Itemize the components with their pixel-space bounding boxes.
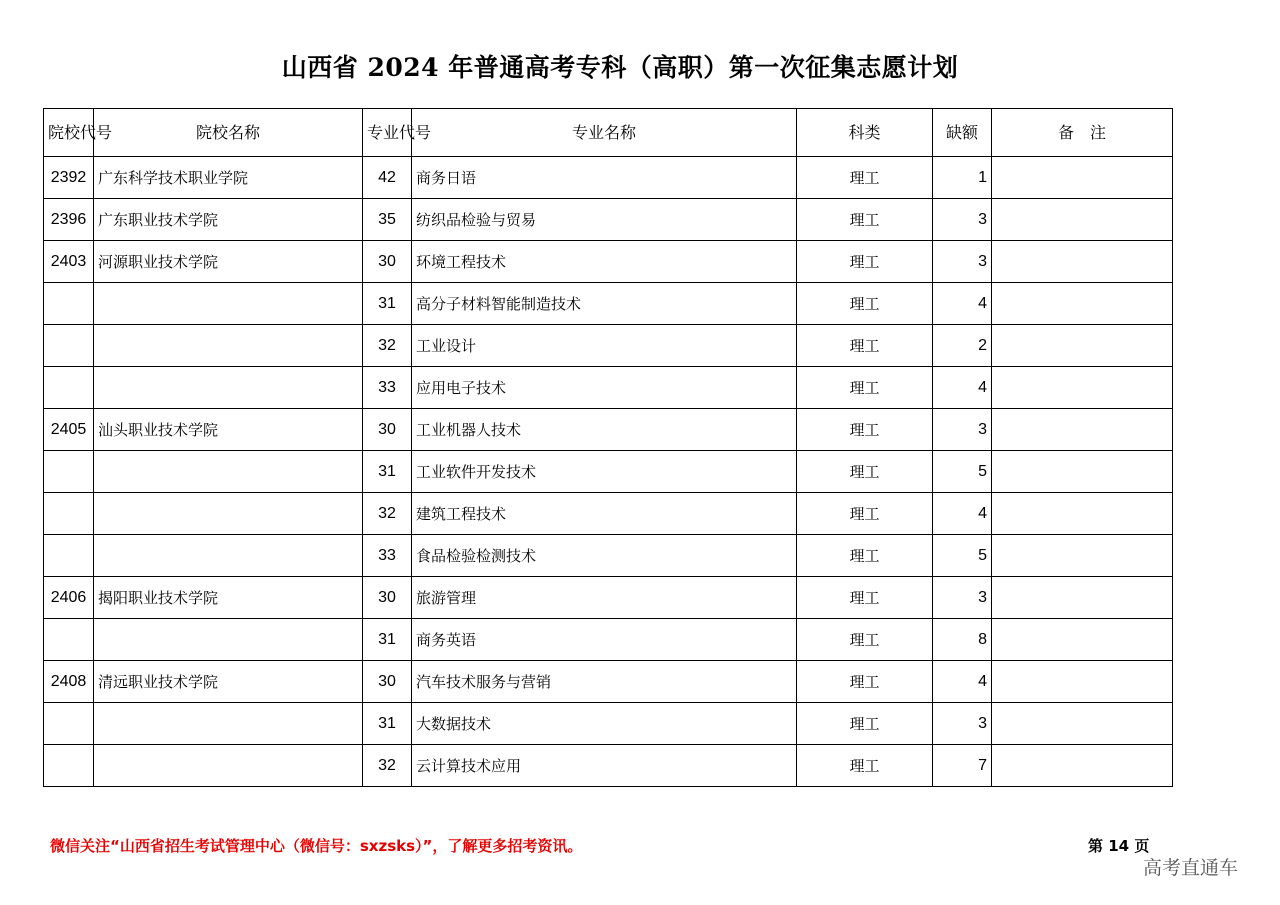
table-row: [44, 619, 1173, 661]
cell-remarks: [992, 199, 1173, 241]
cell-school-code: 2408: [44, 661, 94, 703]
cell-major-code: 32: [363, 493, 412, 535]
cell-remarks: [992, 745, 1173, 787]
cell-major-name: 建筑工程技术: [412, 493, 797, 535]
cell-vacancy: 3: [933, 703, 992, 745]
cell-remarks: [992, 409, 1173, 451]
cell-major-name: 高分子材料智能制造技术: [412, 283, 797, 325]
header-school-name: 院校名称: [94, 109, 363, 157]
cell-category: 理工: [797, 241, 933, 283]
cell-category: 理工: [797, 493, 933, 535]
table-row: [44, 157, 1173, 199]
cell-vacancy: 3: [933, 199, 992, 241]
table-row: [44, 325, 1173, 367]
cell-school-name: [94, 367, 363, 409]
cell-vacancy: 4: [933, 661, 992, 703]
cell-school-code: [44, 451, 94, 493]
cell-major-code: 30: [363, 409, 412, 451]
table-header-row: [44, 109, 1173, 157]
cell-remarks: [992, 535, 1173, 577]
cell-major-name: 大数据技术: [412, 703, 797, 745]
table-row: [44, 661, 1173, 703]
cell-school-code: 2406: [44, 577, 94, 619]
cell-major-name: 商务日语: [412, 157, 797, 199]
cell-major-name: 食品检验检测技术: [412, 535, 797, 577]
header-remarks: 备 注: [992, 109, 1173, 157]
cell-school-name: [94, 619, 363, 661]
table-row: [44, 199, 1173, 241]
cell-major-name: 应用电子技术: [412, 367, 797, 409]
cell-school-name: [94, 493, 363, 535]
cell-major-name: 工业机器人技术: [412, 409, 797, 451]
wechat-note: 微信关注“山西省招生考试管理中心（微信号：sxzsks）”，了解更多招考资讯。: [50, 837, 583, 855]
cell-major-name: 工业设计: [412, 325, 797, 367]
header-major-name: 专业名称: [412, 109, 797, 157]
cell-school-code: [44, 619, 94, 661]
cell-school-code: [44, 493, 94, 535]
cell-major-code: 35: [363, 199, 412, 241]
cell-school-code: [44, 703, 94, 745]
cell-category: 理工: [797, 409, 933, 451]
header-category: 科类: [797, 109, 933, 157]
cell-school-name: 揭阳职业技术学院: [94, 577, 363, 619]
cell-remarks: [992, 493, 1173, 535]
cell-remarks: [992, 661, 1173, 703]
cell-vacancy: 3: [933, 409, 992, 451]
cell-major-name: 旅游管理: [412, 577, 797, 619]
cell-remarks: [992, 577, 1173, 619]
cell-remarks: [992, 703, 1173, 745]
cell-major-name: 商务英语: [412, 619, 797, 661]
cell-major-name: 环境工程技术: [412, 241, 797, 283]
cell-vacancy: 2: [933, 325, 992, 367]
cell-vacancy: 8: [933, 619, 992, 661]
table-row: [44, 493, 1173, 535]
cell-vacancy: 7: [933, 745, 992, 787]
cell-major-code: 42: [363, 157, 412, 199]
cell-school-code: [44, 283, 94, 325]
cell-school-name: [94, 283, 363, 325]
table-row: [44, 703, 1173, 745]
cell-category: 理工: [797, 577, 933, 619]
cell-category: 理工: [797, 535, 933, 577]
page-title: 山西省 2024 年普通高考专科（高职）第一次征集志愿计划: [281, 53, 959, 82]
table-row: [44, 745, 1173, 787]
table-row: [44, 451, 1173, 493]
cell-category: 理工: [797, 745, 933, 787]
cell-major-code: 30: [363, 661, 412, 703]
table-row: [44, 577, 1173, 619]
cell-major-code: 32: [363, 325, 412, 367]
cell-category: 理工: [797, 199, 933, 241]
cell-major-name: 云计算技术应用: [412, 745, 797, 787]
cell-major-code: 33: [363, 367, 412, 409]
cell-major-code: 33: [363, 535, 412, 577]
cell-vacancy: 5: [933, 535, 992, 577]
cell-vacancy: 1: [933, 157, 992, 199]
cell-school-code: 2405: [44, 409, 94, 451]
cell-school-code: [44, 535, 94, 577]
cell-major-name: 汽车技术服务与营销: [412, 661, 797, 703]
table-row: [44, 409, 1173, 451]
cell-category: 理工: [797, 661, 933, 703]
cell-school-code: 2396: [44, 199, 94, 241]
cell-vacancy: 5: [933, 451, 992, 493]
cell-school-name: 清远职业技术学院: [94, 661, 363, 703]
cell-vacancy: 4: [933, 367, 992, 409]
table-row: [44, 535, 1173, 577]
cell-major-code: 31: [363, 451, 412, 493]
cell-vacancy: 3: [933, 577, 992, 619]
cell-school-name: 汕头职业技术学院: [94, 409, 363, 451]
cell-school-code: [44, 325, 94, 367]
cell-vacancy: 3: [933, 241, 992, 283]
cell-school-name: [94, 451, 363, 493]
cell-vacancy: 4: [933, 283, 992, 325]
cell-category: 理工: [797, 283, 933, 325]
cell-remarks: [992, 157, 1173, 199]
cell-remarks: [992, 325, 1173, 367]
cell-major-code: 32: [363, 745, 412, 787]
cell-vacancy: 4: [933, 493, 992, 535]
cell-major-code: 31: [363, 703, 412, 745]
page-number: 第 14 页: [1088, 837, 1150, 855]
cell-category: 理工: [797, 325, 933, 367]
cell-school-code: [44, 745, 94, 787]
cell-remarks: [992, 619, 1173, 661]
cell-remarks: [992, 451, 1173, 493]
cell-remarks: [992, 241, 1173, 283]
cell-category: 理工: [797, 619, 933, 661]
table-row: [44, 283, 1173, 325]
cell-remarks: [992, 367, 1173, 409]
cell-category: 理工: [797, 451, 933, 493]
cell-category: 理工: [797, 157, 933, 199]
watermark: 高考直通车: [1143, 857, 1239, 879]
enrollment-plan-table: [43, 108, 1173, 787]
cell-school-name: [94, 325, 363, 367]
cell-major-name: 工业软件开发技术: [412, 451, 797, 493]
cell-school-name: 广东职业技术学院: [94, 199, 363, 241]
cell-major-code: 30: [363, 241, 412, 283]
cell-category: 理工: [797, 703, 933, 745]
header-vacancy: 缺额: [933, 109, 992, 157]
cell-remarks: [992, 283, 1173, 325]
cell-major-code: 31: [363, 619, 412, 661]
cell-major-code: 30: [363, 577, 412, 619]
cell-school-name: 河源职业技术学院: [94, 241, 363, 283]
cell-school-name: [94, 745, 363, 787]
cell-school-name: [94, 703, 363, 745]
table-row: [44, 367, 1173, 409]
cell-major-name: 纺织品检验与贸易: [412, 199, 797, 241]
cell-major-code: 31: [363, 283, 412, 325]
table-row: [44, 241, 1173, 283]
cell-school-code: [44, 367, 94, 409]
cell-school-code: 2392: [44, 157, 94, 199]
header-major-code: 专业代号: [363, 109, 412, 157]
header-school-code: 院校代号: [44, 109, 94, 157]
table-body: [44, 157, 1173, 787]
cell-school-code: 2403: [44, 241, 94, 283]
cell-school-name: [94, 535, 363, 577]
cell-school-name: 广东科学技术职业学院: [94, 157, 363, 199]
cell-category: 理工: [797, 367, 933, 409]
